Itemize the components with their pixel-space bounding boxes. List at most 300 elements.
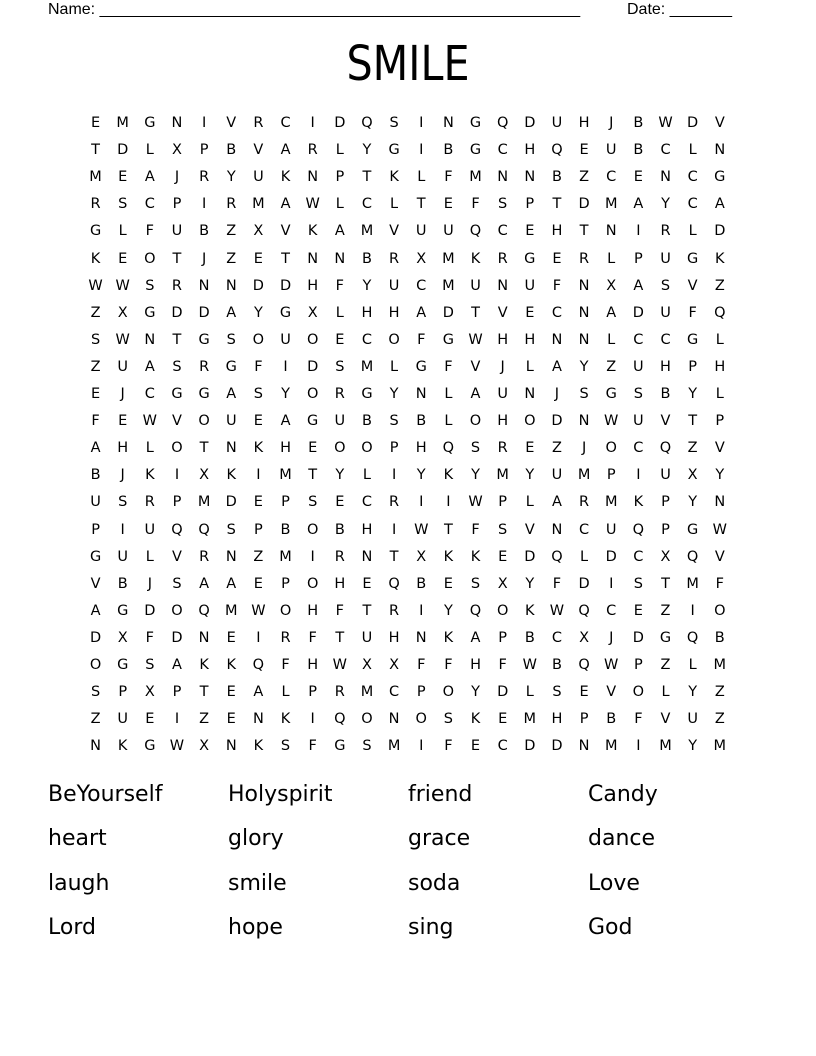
grid-letter: A bbox=[226, 304, 237, 321]
grid-letter: M bbox=[469, 169, 482, 186]
grid-letter: A bbox=[226, 386, 237, 402]
grid-letter: Y bbox=[226, 169, 236, 186]
grid-letter: B bbox=[714, 629, 725, 646]
grid-letter: V bbox=[172, 413, 182, 430]
grid-letter: N bbox=[171, 115, 183, 131]
grid-letter: I bbox=[636, 738, 641, 755]
grid-letter: E bbox=[253, 494, 263, 511]
grid-letter: G bbox=[198, 331, 210, 348]
grid-letter: I bbox=[391, 467, 397, 484]
grid-letter: U bbox=[660, 467, 671, 484]
grid-letter: L bbox=[145, 548, 154, 565]
grid-letter: S bbox=[145, 277, 155, 294]
grid-letter: R bbox=[579, 250, 590, 267]
grid-letter: G bbox=[225, 358, 237, 375]
grid-letter: L bbox=[661, 684, 670, 701]
grid-letter: A bbox=[90, 440, 101, 457]
grid-letter: V bbox=[226, 115, 237, 131]
grid-letter: N bbox=[578, 304, 590, 321]
grid-letter: N bbox=[442, 115, 454, 131]
grid-letter: Y bbox=[525, 575, 535, 592]
grid-letter: F bbox=[444, 169, 453, 186]
grid-letter: C bbox=[361, 494, 373, 511]
grid-letter: I bbox=[256, 467, 261, 484]
grid-letter: Z bbox=[90, 711, 101, 728]
grid-letter: X bbox=[687, 467, 698, 484]
grid-letter: F bbox=[281, 657, 290, 673]
date-field-label: Date: _______ bbox=[627, 1, 732, 18]
grid-letter: N bbox=[307, 169, 319, 186]
grid-letter: K bbox=[443, 548, 454, 565]
grid-letter: C bbox=[660, 331, 671, 348]
grid-letter: L bbox=[607, 250, 616, 267]
grid-letter: G bbox=[144, 304, 156, 321]
grid-letter: G bbox=[469, 142, 482, 159]
grid-letter: D bbox=[225, 494, 237, 511]
grid-letter: I bbox=[256, 629, 261, 646]
grid-letter: N bbox=[605, 223, 617, 240]
grid-letter: Y bbox=[362, 142, 372, 159]
grid-letter: C bbox=[361, 331, 373, 348]
grid-letter: M bbox=[604, 738, 618, 755]
grid-letter: G bbox=[171, 386, 183, 402]
grid-letter: J bbox=[120, 386, 125, 402]
grid-letter: Q bbox=[686, 629, 699, 646]
grid-letter: D bbox=[524, 738, 536, 755]
grid-letter: C bbox=[497, 738, 508, 755]
grid-letter: T bbox=[308, 467, 318, 484]
grid-letter: F bbox=[335, 277, 344, 294]
grid-letter: Z bbox=[90, 358, 101, 375]
grid-letter: E bbox=[118, 250, 128, 267]
grid-letter: T bbox=[335, 629, 345, 646]
grid-letter: J bbox=[554, 386, 560, 402]
grid-letter: T bbox=[661, 575, 670, 592]
word-list-item: dance bbox=[588, 826, 656, 852]
grid-letter: B bbox=[199, 223, 210, 240]
grid-letter: T bbox=[172, 331, 182, 348]
grid-letter: E bbox=[308, 440, 318, 457]
grid-letter: V bbox=[660, 413, 671, 430]
grid-letter: M bbox=[224, 602, 238, 619]
grid-letter: P bbox=[661, 521, 670, 538]
grid-letter: H bbox=[307, 657, 319, 673]
grid-letter: X bbox=[660, 548, 671, 565]
grid-letter: C bbox=[606, 169, 617, 186]
grid-letter: L bbox=[580, 548, 589, 565]
grid-letter: W bbox=[712, 521, 727, 538]
grid-letter: S bbox=[389, 115, 399, 131]
grid-letter: K bbox=[226, 467, 236, 484]
grid-letter: W bbox=[305, 196, 320, 213]
grid-letter: R bbox=[226, 196, 237, 213]
grid-letter: L bbox=[525, 494, 534, 511]
grid-letter: D bbox=[334, 115, 346, 131]
grid-letter: N bbox=[225, 738, 237, 755]
grid-letter: D bbox=[307, 358, 319, 375]
grid-letter: G bbox=[415, 358, 427, 375]
grid-letter: E bbox=[118, 413, 128, 430]
grid-letter: B bbox=[117, 575, 128, 592]
grid-letter: X bbox=[172, 142, 182, 159]
grid-letter: S bbox=[172, 358, 182, 375]
grid-letter: A bbox=[714, 196, 725, 213]
grid-letter: O bbox=[361, 440, 373, 457]
grid-letter: G bbox=[144, 738, 156, 755]
grid-letter: C bbox=[416, 277, 427, 294]
grid-letter: J bbox=[174, 169, 180, 186]
grid-letter: M bbox=[116, 115, 129, 131]
grid-letter: N bbox=[578, 331, 590, 348]
grid-letter: D bbox=[632, 629, 644, 646]
grid-letter: O bbox=[605, 440, 617, 457]
grid-letter: I bbox=[174, 467, 180, 484]
grid-letter: R bbox=[497, 440, 508, 457]
grid-letter: S bbox=[633, 575, 643, 592]
grid-letter: Q bbox=[496, 115, 509, 131]
grid-letter: V bbox=[687, 277, 698, 294]
grid-letter: Q bbox=[469, 223, 482, 240]
grid-letter: C bbox=[497, 223, 508, 240]
grid-letter: U bbox=[388, 277, 400, 294]
grid-letter: N bbox=[551, 331, 563, 348]
grid-letter: F bbox=[308, 738, 317, 755]
grid-letter: E bbox=[118, 169, 128, 186]
grid-letter: N bbox=[524, 169, 536, 186]
grid-letter: V bbox=[660, 711, 671, 728]
grid-letter: R bbox=[334, 548, 345, 565]
grid-letter: A bbox=[416, 304, 427, 321]
grid-letter: A bbox=[280, 413, 291, 430]
grid-letter: W bbox=[332, 657, 347, 673]
grid-letter: O bbox=[171, 602, 183, 619]
grid-letter: K bbox=[226, 657, 236, 673]
grid-letter: R bbox=[199, 548, 210, 565]
grid-letter: L bbox=[145, 440, 154, 457]
grid-letter: O bbox=[279, 602, 292, 619]
grid-letter: C bbox=[144, 196, 155, 213]
grid-letter: L bbox=[444, 386, 453, 402]
grid-letter: Q bbox=[252, 657, 265, 673]
grid-letter: V bbox=[497, 304, 508, 321]
grid-letter: G bbox=[89, 223, 102, 240]
grid-letter: N bbox=[198, 277, 210, 294]
grid-letter: U bbox=[660, 250, 671, 267]
grid-letter: O bbox=[198, 413, 210, 430]
grid-letter: P bbox=[281, 494, 290, 511]
grid-letter: C bbox=[551, 304, 562, 321]
grid-letter: K bbox=[117, 738, 128, 755]
grid-letter: I bbox=[391, 521, 397, 538]
grid-letter: H bbox=[551, 223, 563, 240]
word-list-item: soda bbox=[408, 870, 461, 896]
grid-letter: G bbox=[361, 386, 373, 402]
grid-letter: P bbox=[308, 684, 318, 701]
grid-letter: X bbox=[416, 250, 427, 267]
grid-letter: A bbox=[226, 575, 237, 592]
grid-letter: U bbox=[171, 223, 183, 240]
grid-letter: A bbox=[144, 169, 155, 186]
grid-letter: S bbox=[498, 196, 508, 213]
grid-letter: I bbox=[310, 711, 315, 728]
grid-letter: Z bbox=[606, 358, 617, 375]
grid-letter: U bbox=[551, 467, 563, 484]
grid-letter: F bbox=[91, 413, 100, 430]
grid-letter: S bbox=[552, 684, 562, 701]
grid-letter: H bbox=[361, 304, 373, 321]
word-list-item: heart bbox=[48, 826, 107, 852]
grid-letter: O bbox=[306, 521, 319, 538]
grid-letter: Z bbox=[90, 304, 101, 321]
grid-letter: B bbox=[633, 142, 644, 159]
grid-letter: H bbox=[280, 440, 291, 457]
grid-letter: N bbox=[361, 548, 373, 565]
grid-letter: C bbox=[361, 196, 373, 213]
grid-letter: Q bbox=[361, 115, 373, 131]
grid-letter: D bbox=[117, 142, 129, 159]
grid-letter: G bbox=[687, 521, 699, 538]
grid-letter: Y bbox=[443, 602, 453, 619]
grid-letter: Q bbox=[388, 575, 400, 592]
grid-letter: N bbox=[90, 738, 101, 755]
grid-letter: I bbox=[310, 548, 315, 565]
grid-letter: M bbox=[713, 657, 727, 673]
grid-letter: K bbox=[280, 711, 291, 728]
grid-letter: I bbox=[120, 521, 125, 538]
grid-letter: R bbox=[579, 494, 590, 511]
grid-letter: P bbox=[172, 196, 182, 213]
grid-letter: B bbox=[524, 629, 535, 646]
grid-letter: T bbox=[362, 602, 372, 619]
grid-letter: Y bbox=[688, 494, 698, 511]
grid-letter: O bbox=[496, 602, 509, 619]
grid-letter: Z bbox=[714, 711, 725, 728]
grid-letter: N bbox=[578, 277, 590, 294]
grid-letter: Y bbox=[661, 196, 670, 213]
grid-letter: S bbox=[498, 521, 508, 538]
grid-letter: L bbox=[525, 684, 534, 701]
grid-letter: F bbox=[444, 738, 453, 755]
grid-letter: V bbox=[524, 521, 535, 538]
grid-letter: A bbox=[551, 494, 562, 511]
grid-letter: V bbox=[90, 575, 101, 592]
grid-letter: I bbox=[283, 358, 288, 375]
grid-letter: P bbox=[498, 494, 508, 511]
grid-letter: Q bbox=[551, 548, 563, 565]
grid-letter: F bbox=[335, 602, 344, 619]
grid-letter: S bbox=[226, 331, 236, 348]
word-list-item: friend bbox=[408, 782, 473, 807]
grid-letter: Y bbox=[525, 467, 535, 484]
grid-letter: C bbox=[633, 331, 644, 348]
grid-letter: S bbox=[633, 386, 643, 402]
grid-letter: D bbox=[198, 304, 210, 321]
grid-letter: V bbox=[389, 223, 400, 240]
grid-letter: Y bbox=[688, 738, 698, 755]
grid-letter: Q bbox=[714, 304, 726, 321]
grid-letter: F bbox=[715, 575, 724, 592]
grid-letter: H bbox=[470, 657, 481, 673]
grid-letter: Y bbox=[335, 467, 345, 484]
grid-letter: S bbox=[470, 575, 481, 592]
word-list-item: Candy bbox=[588, 782, 658, 807]
grid-letter: E bbox=[253, 413, 263, 430]
grid-letter: E bbox=[145, 711, 155, 728]
grid-letter: E bbox=[470, 738, 481, 755]
grid-letter: H bbox=[497, 331, 509, 348]
grid-letter: Y bbox=[471, 684, 480, 701]
grid-letter: T bbox=[471, 304, 480, 321]
word-list-item: laugh bbox=[48, 870, 110, 896]
grid-letter: X bbox=[199, 467, 210, 484]
grid-letter: U bbox=[633, 358, 644, 375]
grid-letter: U bbox=[90, 494, 101, 511]
grid-letter: A bbox=[470, 629, 481, 646]
grid-letter: E bbox=[525, 223, 535, 240]
grid-letter: E bbox=[498, 548, 508, 565]
grid-letter: L bbox=[444, 413, 453, 430]
grid-letter: J bbox=[500, 358, 505, 375]
grid-letter: Q bbox=[198, 521, 210, 538]
grid-letter: V bbox=[714, 440, 725, 457]
grid-letter: K bbox=[145, 467, 155, 484]
grid-letter: P bbox=[688, 358, 698, 375]
grid-letter: E bbox=[552, 250, 562, 267]
grid-letter: Y bbox=[715, 467, 725, 484]
grid-letter: C bbox=[497, 142, 508, 159]
grid-letter: H bbox=[524, 142, 536, 159]
grid-letter: M bbox=[360, 223, 374, 240]
grid-letter: L bbox=[362, 467, 371, 484]
grid-letter: S bbox=[118, 196, 128, 213]
grid-letter: B bbox=[334, 521, 345, 538]
grid-letter: Z bbox=[714, 684, 725, 701]
grid-letter: A bbox=[470, 386, 481, 402]
grid-letter: U bbox=[551, 115, 563, 131]
grid-letter: K bbox=[715, 250, 725, 267]
grid-letter: K bbox=[470, 250, 481, 267]
grid-letter: U bbox=[633, 413, 644, 430]
grid-letter: E bbox=[579, 684, 589, 701]
grid-letter: P bbox=[91, 521, 100, 538]
grid-letter: N bbox=[225, 440, 237, 457]
grid-letter: I bbox=[419, 738, 424, 755]
grid-letter: F bbox=[552, 277, 562, 294]
grid-letter: P bbox=[633, 250, 643, 267]
grid-letter: R bbox=[389, 250, 400, 267]
grid-letter: W bbox=[658, 115, 673, 131]
name-field-label: Name: ______________________________________________________ bbox=[48, 1, 581, 18]
grid-letter: Z bbox=[579, 169, 590, 186]
grid-letter: F bbox=[145, 223, 154, 240]
grid-letter: Z bbox=[226, 250, 237, 267]
grid-letter: I bbox=[201, 115, 207, 131]
grid-letter: D bbox=[578, 575, 590, 592]
grid-letter: B bbox=[361, 250, 372, 267]
grid-letter: R bbox=[334, 684, 345, 701]
grid-letter: T bbox=[199, 684, 209, 701]
grid-letter: N bbox=[551, 521, 563, 538]
grid-letter: U bbox=[253, 169, 264, 186]
grid-letter: Q bbox=[334, 711, 346, 728]
grid-letter: R bbox=[660, 223, 671, 240]
grid-letter: H bbox=[551, 711, 563, 728]
grid-letter: N bbox=[578, 413, 590, 430]
grid-letter: S bbox=[443, 711, 453, 728]
grid-letter: C bbox=[579, 521, 590, 538]
grid-letter: E bbox=[226, 711, 236, 728]
grid-letter: A bbox=[172, 657, 182, 673]
grid-letter: Z bbox=[660, 657, 671, 673]
grid-letter: X bbox=[253, 223, 264, 240]
grid-letter: Y bbox=[579, 358, 589, 375]
grid-letter: Z bbox=[199, 711, 210, 728]
grid-letter: N bbox=[660, 169, 671, 186]
grid-letter: I bbox=[609, 575, 614, 592]
grid-letter: U bbox=[605, 521, 617, 538]
grid-letter: M bbox=[577, 467, 591, 484]
grid-letter: U bbox=[117, 711, 128, 728]
grid-letter: L bbox=[118, 223, 127, 240]
grid-letter: K bbox=[389, 169, 399, 186]
grid-letter: T bbox=[688, 413, 698, 430]
grid-letter: E bbox=[443, 575, 453, 592]
grid-letter: M bbox=[279, 467, 292, 484]
grid-letter: U bbox=[334, 413, 346, 430]
grid-letter: K bbox=[90, 250, 101, 267]
word-list-item: God bbox=[588, 914, 633, 940]
grid-letter: D bbox=[279, 277, 292, 294]
grid-letter: P bbox=[199, 142, 209, 159]
grid-letter: E bbox=[90, 386, 101, 402]
grid-letter: R bbox=[199, 358, 210, 375]
grid-letter: F bbox=[254, 358, 263, 375]
grid-letter: M bbox=[686, 575, 699, 592]
grid-letter: D bbox=[578, 196, 590, 213]
grid-letter: P bbox=[335, 169, 345, 186]
grid-letter: S bbox=[308, 494, 318, 511]
grid-letter: R bbox=[199, 169, 210, 186]
grid-letter: L bbox=[715, 386, 724, 402]
grid-letter: M bbox=[360, 358, 374, 375]
grid-letter: Y bbox=[253, 304, 263, 321]
grid-letter: A bbox=[551, 358, 562, 375]
grid-letter: J bbox=[147, 575, 152, 592]
grid-letter: N bbox=[144, 331, 156, 348]
grid-letter: T bbox=[362, 169, 372, 186]
grid-letter: H bbox=[497, 413, 509, 430]
grid-letter: I bbox=[419, 602, 424, 619]
grid-letter: H bbox=[334, 575, 346, 592]
grid-letter: V bbox=[172, 548, 182, 565]
grid-letter: N bbox=[415, 629, 427, 646]
grid-letter: D bbox=[524, 548, 536, 565]
grid-letter: V bbox=[714, 548, 725, 565]
word-list-item: smile bbox=[228, 870, 287, 896]
grid-letter: D bbox=[687, 115, 699, 131]
grid-letter: O bbox=[361, 711, 373, 728]
grid-letter: U bbox=[660, 304, 671, 321]
grid-letter: Y bbox=[416, 467, 426, 484]
grid-letter: T bbox=[416, 196, 426, 213]
grid-letter: F bbox=[417, 331, 426, 348]
grid-letter: G bbox=[687, 250, 699, 267]
grid-letter: B bbox=[551, 657, 562, 673]
grid-letter: B bbox=[606, 711, 617, 728]
grid-letter: F bbox=[308, 629, 317, 646]
grid-letter: O bbox=[306, 575, 319, 592]
grid-letter: F bbox=[444, 657, 453, 673]
